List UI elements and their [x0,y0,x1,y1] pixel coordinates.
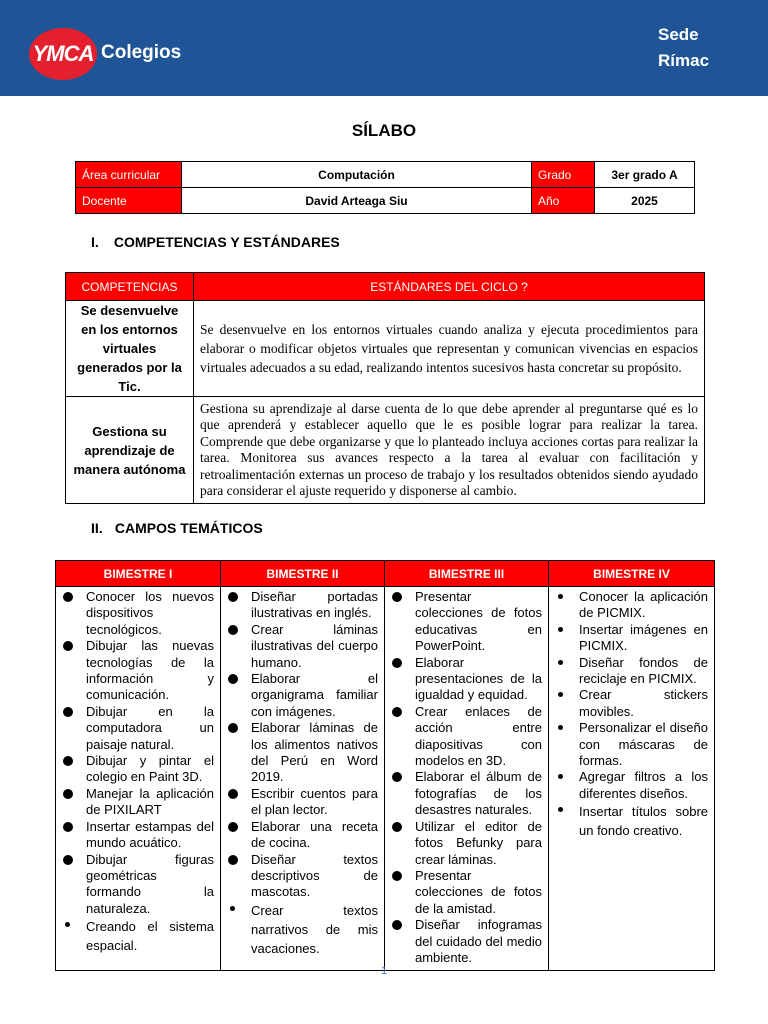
competencia-cell: Se desenvuelve en los entornos virtuales generados por la Tic. [66,301,194,397]
bimestre-4-list [553,589,708,840]
anio-label: Año [532,188,595,214]
section-heading-2 [91,520,263,536]
page-number: 1 [380,965,388,977]
brand-name: Colegios [101,42,182,63]
section-2-number: II. [91,520,103,536]
list-item: Crear láminas ilustrativas del cuerpo humano. [225,622,378,671]
sede-line2: Rímac [658,51,710,70]
bullet-icon [558,627,563,632]
list-item: Utilizar el editor de fotos Befunky para crear láminas. [389,819,542,868]
area-value: Computación [182,162,532,188]
bullet-icon [63,641,73,651]
list-item: Elaborar láminas de los alimentos nativos del Perú en Word 2019. [225,720,378,786]
bullet-icon [392,871,402,881]
list-item: Diseñar fondos de reciclaje en PICMIX. [553,655,708,688]
list-item: Dibujar en la computadora un paisaje natural. [60,704,214,753]
bimestre-column [56,587,221,971]
bullet-icon [392,772,402,782]
list-item: Creando el sistema espacial. [60,917,214,955]
bullet-icon [228,674,238,684]
bimestre-3-list [389,589,542,966]
bimestre-header: BIMESTRE II [221,561,385,587]
list-item: Crear textos narrativos de mis vacaciones. [225,901,378,958]
list-item: Insertar imágenes en PICMIX. [553,622,708,655]
logo-text: YMCA [32,41,94,66]
course-info-table [75,161,695,214]
estandares-header: ESTÁNDARES DEL CICLO ? [194,273,705,301]
bullet-icon [558,692,563,697]
competencias-header: COMPETENCIAS [66,273,194,301]
list-item: Agregar filtros a los diferentes diseños. [553,769,708,802]
bullet-icon [63,707,73,717]
list-item: Personalizar el diseño con máscaras de formas. [553,720,708,769]
section-heading-1 [91,234,340,250]
section-1-title: COMPETENCIAS Y ESTÁNDARES [113,234,340,250]
estandar-cell: Se desenvuelve en los entornos virtuales cuando analiza y ejecuta procedimientos para elaborar o modificar objetos virtuales que representan y comunican vivencias en espacios virtuales adecuados a su edad, realizando intentos sucesivos hasta concretar su propósito. [194,301,705,397]
grado-label: Grado [532,162,595,188]
list-item: Conocer la aplicación de PICMIX. [553,589,708,622]
sede-line1: Sede [658,25,699,44]
section-1-number: I. [91,234,99,250]
bimestre-2-list [225,589,378,958]
list-item: Elaborar el organigrama familiar con imágenes. [225,671,378,720]
list-item: Conocer los nuevos dispositivos tecnológicos. [60,589,214,638]
bullet-icon [558,725,563,730]
list-item: Diseñar textos descriptivos de mascotas. [225,852,378,901]
bimestre-1-list [60,589,214,955]
bullet-icon [228,822,238,832]
bullet-icon [228,855,238,865]
bullet-icon [63,592,73,602]
bullet-icon [558,660,563,665]
list-item: Insertar estampas del mundo acuático. [60,819,214,852]
list-item: Presentar colecciones de fotos de la amistad. [389,868,542,917]
sede-label [658,22,709,74]
bimestre-column [385,587,549,971]
anio-value: 2025 [595,188,695,214]
bullet-icon [228,789,238,799]
bullet-icon [392,920,402,930]
area-label: Área curricular [76,162,182,188]
list-item: Manejar la aplicación de PIXILART [60,786,214,819]
document-title: SÍLABO [351,121,417,140]
bullet-icon [392,658,402,668]
list-item: Elaborar una receta de cocina. [225,819,378,852]
competencia-cell: Gestiona su aprendizaje de manera autónoma [66,397,194,504]
bimestre-header: BIMESTRE IV [549,561,715,587]
list-item: Diseñar infogramas del cuidado del medio ambiente. [389,917,542,966]
docente-value: David Arteaga Siu [182,188,532,214]
list-item: Escribir cuentos para el plan lector. [225,786,378,819]
list-item: Diseñar portadas ilustrativas en inglés. [225,589,378,622]
list-item: Dibujar figuras geométricas formando la naturaleza. [60,852,214,918]
estandar-cell: Gestiona su aprendizaje al darse cuenta de lo que debe aprender al preguntarse qué es lo que aprenderá y establecer aquello que le es posible lograr para realizar la tarea. Comprende que debe organizarse y que lo planteado incluya acciones cortas para realizar la tarea. Monitorea sus avances respecto a la tarea al evaluar con facilitación y retroalimentación externas un proceso de trabajo y los resultados obtenidos siendo ayudado para considerar el ajuste requerido y disponerse al cambio. [194,397,705,504]
grado-value: 3er grado A [595,162,695,188]
bimestre-column [549,587,715,971]
bullet-icon [228,723,238,733]
campos-tematicos-table [55,560,715,971]
section-2-title: CAMPOS TEMÁTICOS [114,520,263,536]
bullet-icon [230,906,235,911]
bimestre-header: BIMESTRE I [56,561,221,587]
list-item: Crear enlaces de acción entre diapositivas con modelos en 3D. [389,704,542,770]
list-item: Presentar colecciones de fotos educativas en PowerPoint. [389,589,542,655]
bullet-icon [63,789,73,799]
bullet-icon [63,822,73,832]
bullet-icon [63,756,73,766]
bimestre-column [221,587,385,971]
bullet-icon [558,594,563,599]
bullet-icon [392,707,402,717]
list-item: Insertar títulos sobre un fondo creativo. [553,802,708,840]
docente-label: Docente [76,188,182,214]
bullet-icon [558,774,563,779]
list-item: Elaborar presentaciones de la igualdad y equidad. [389,655,542,704]
bullet-icon [65,922,70,927]
bullet-icon [63,855,73,865]
list-item: Dibujar y pintar el colegio en Paint 3D. [60,753,214,786]
bullet-icon [228,592,238,602]
list-item: Dibujar las nuevas tecnologías de la información y comunicación. [60,638,214,704]
bullet-icon [392,822,402,832]
list-item: Elaborar el álbum de fotografías de los desastres naturales. [389,769,542,818]
bullet-icon [228,625,238,635]
competencias-table [65,272,705,504]
bimestre-header: BIMESTRE III [385,561,549,587]
header-band [0,0,768,96]
list-item: Crear stickers movibles. [553,687,708,720]
bullet-icon [392,592,402,602]
bullet-icon [558,807,563,812]
